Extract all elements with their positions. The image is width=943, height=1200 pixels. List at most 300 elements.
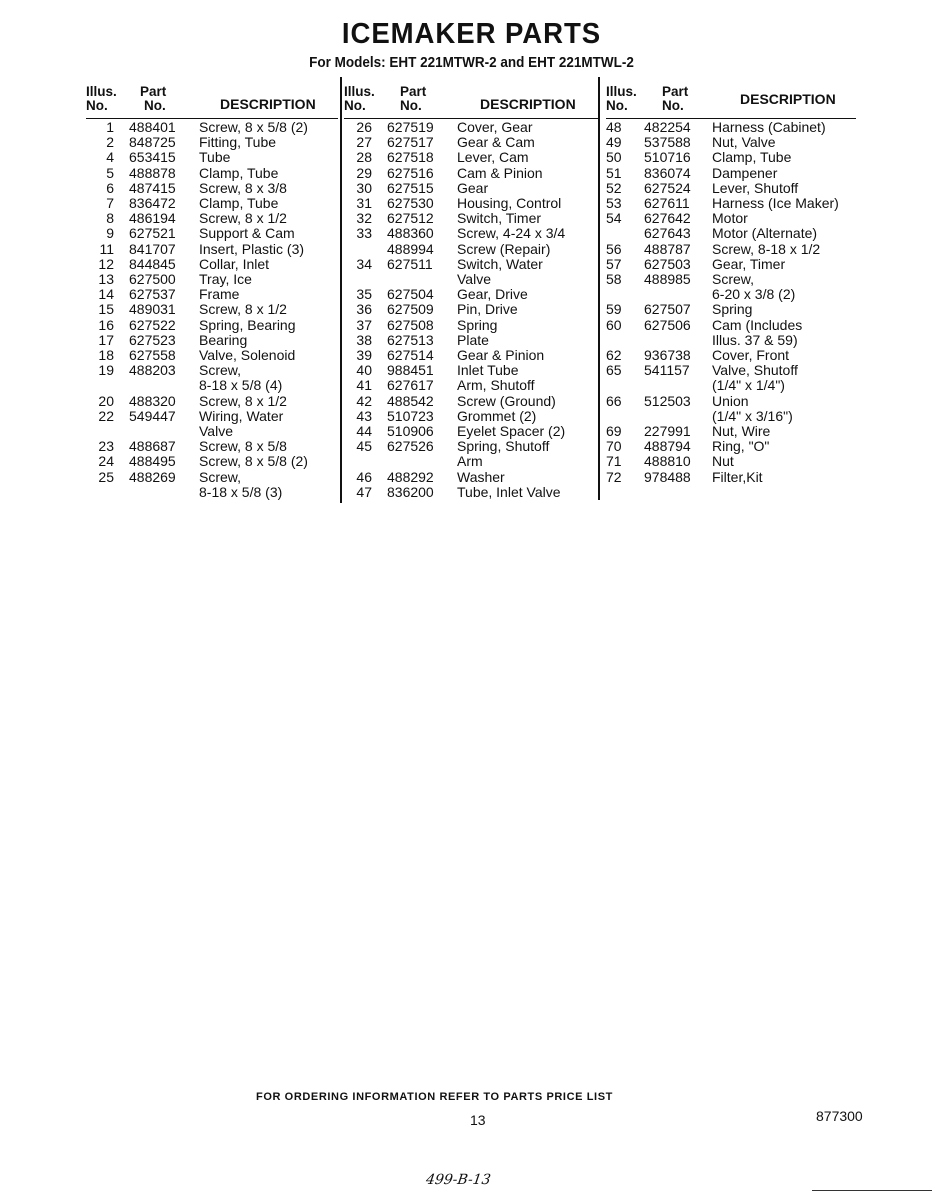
part-description: Support & Cam bbox=[199, 225, 295, 242]
part-description: Gear & Pinion bbox=[457, 347, 545, 364]
part-description: Cover, Front bbox=[712, 347, 790, 364]
part-number: 488360 bbox=[387, 225, 434, 242]
illus-number: 18 bbox=[98, 347, 114, 364]
illus-number: 46 bbox=[356, 468, 372, 485]
table-row bbox=[86, 196, 338, 211]
part-number bbox=[387, 454, 457, 469]
table-row bbox=[344, 394, 598, 409]
illus-number: 60 bbox=[606, 316, 622, 333]
part-number: 627509 bbox=[387, 301, 434, 318]
table-row bbox=[86, 485, 338, 500]
illus-number: 52 bbox=[606, 179, 622, 196]
table-row bbox=[606, 242, 856, 257]
illus-number: 9 bbox=[106, 225, 114, 242]
part-number: 227991 bbox=[644, 423, 691, 440]
part-description: Screw, 8 x 3/8 bbox=[199, 179, 287, 196]
part-description: Screw (Repair) bbox=[457, 240, 551, 257]
table-row bbox=[86, 394, 338, 409]
part-description: (1/4" x 1/4") bbox=[712, 377, 785, 394]
illus-number: 70 bbox=[606, 438, 622, 455]
part-description: Insert, Plastic (3) bbox=[199, 240, 305, 257]
part-no-header: No. bbox=[662, 98, 684, 113]
illus-number bbox=[86, 485, 129, 500]
illus-number: 13 bbox=[98, 271, 114, 288]
part-description: 6-20 x 3/8 (2) bbox=[712, 286, 796, 303]
part-description: Cam & Pinion bbox=[457, 164, 543, 181]
part-description: Switch, Timer bbox=[457, 210, 542, 227]
illus-number: 33 bbox=[356, 225, 372, 242]
part-number: 841707 bbox=[129, 240, 176, 257]
part-number: 627558 bbox=[129, 347, 176, 364]
parts-list bbox=[344, 120, 598, 500]
illus-header: Illus. bbox=[344, 84, 375, 99]
part-number: 627500 bbox=[129, 271, 176, 288]
part-number: 627617 bbox=[387, 377, 434, 394]
table-row bbox=[344, 181, 598, 196]
part-description: Collar, Inlet bbox=[199, 255, 270, 272]
table-row bbox=[86, 378, 338, 393]
part-description: Tube, Inlet Valve bbox=[457, 483, 561, 500]
part-description: Grommet (2) bbox=[457, 407, 537, 424]
table-row bbox=[86, 150, 338, 165]
part-number: 627522 bbox=[129, 316, 176, 333]
illus-number: 57 bbox=[606, 255, 622, 272]
illus-number: 11 bbox=[99, 240, 114, 257]
table-row bbox=[86, 272, 338, 287]
table-row bbox=[344, 424, 598, 439]
part-no-header: No. bbox=[144, 98, 166, 113]
part-description: Filter,Kit bbox=[712, 468, 763, 485]
illus-number: 39 bbox=[356, 347, 372, 364]
part-number: 627526 bbox=[387, 438, 434, 455]
part-description: Clamp, Tube bbox=[199, 164, 279, 181]
table-row bbox=[606, 409, 856, 424]
table-row bbox=[86, 439, 338, 454]
part-number: 653415 bbox=[129, 149, 176, 166]
part-description: Screw, 4-24 x 3/4 bbox=[457, 225, 566, 242]
illus-number: 47 bbox=[356, 483, 372, 500]
part-number: 627508 bbox=[387, 316, 434, 333]
illus-header: Illus. bbox=[86, 84, 117, 99]
part-number bbox=[644, 378, 712, 393]
part-description: Lever, Shutoff bbox=[712, 179, 799, 196]
part-description: Cover, Gear bbox=[457, 119, 533, 135]
illus-number: 50 bbox=[606, 149, 622, 166]
table-row bbox=[344, 257, 598, 272]
part-number: 488994 bbox=[387, 240, 434, 257]
illus-number: 66 bbox=[606, 392, 622, 409]
description-header: DESCRIPTION bbox=[740, 91, 836, 107]
part-number: 627611 bbox=[644, 195, 690, 212]
table-row bbox=[344, 348, 598, 363]
illus-header: Illus. bbox=[606, 84, 637, 99]
parts-column-1 bbox=[86, 80, 338, 500]
part-number: 510906 bbox=[387, 423, 434, 440]
illus-number: 69 bbox=[606, 423, 622, 440]
illus-number: 8 bbox=[106, 210, 114, 227]
part-number: 510716 bbox=[644, 149, 691, 166]
table-row bbox=[86, 318, 338, 333]
part-number: 486194 bbox=[129, 210, 176, 227]
parts-column-2 bbox=[344, 80, 598, 500]
part-number: 627516 bbox=[387, 164, 434, 181]
illus-number: 42 bbox=[356, 392, 372, 409]
illus-number: 40 bbox=[356, 362, 372, 379]
part-number: 988451 bbox=[387, 362, 434, 379]
part-description: Screw, 8 x 5/8 (2) bbox=[199, 453, 308, 470]
table-row bbox=[344, 135, 598, 150]
table-row bbox=[344, 196, 598, 211]
illus-number: 14 bbox=[98, 286, 114, 303]
table-row bbox=[344, 150, 598, 165]
part-description: Gear, Drive bbox=[457, 286, 528, 303]
handwritten-note: 499-B-13 bbox=[424, 1172, 492, 1188]
illus-number: 34 bbox=[356, 255, 372, 272]
part-no-header: No. bbox=[400, 98, 422, 113]
table-row bbox=[344, 242, 598, 257]
part-description: Pin, Drive bbox=[457, 301, 518, 318]
illus-number: 22 bbox=[98, 407, 114, 424]
table-row bbox=[86, 302, 338, 317]
column-header bbox=[86, 80, 338, 118]
part-number: 627507 bbox=[644, 301, 691, 318]
illus-number bbox=[606, 409, 644, 424]
part-number: 844845 bbox=[129, 255, 176, 272]
table-row bbox=[606, 378, 856, 393]
illus-number: 44 bbox=[356, 423, 372, 440]
illus-number: 65 bbox=[606, 362, 622, 379]
part-description: Housing, Control bbox=[457, 195, 562, 212]
illus-number: 37 bbox=[356, 316, 372, 333]
part-number: 488401 bbox=[129, 119, 176, 135]
illus-number bbox=[606, 378, 644, 393]
part-number: 848725 bbox=[129, 134, 176, 151]
part-number: 488203 bbox=[129, 362, 176, 379]
part-number: 537588 bbox=[644, 134, 691, 151]
part-description: Ring, "O" bbox=[712, 438, 770, 455]
part-number: 627521 bbox=[129, 225, 176, 242]
table-row bbox=[606, 470, 856, 485]
illus-number: 28 bbox=[356, 149, 372, 166]
part-number: 627512 bbox=[387, 210, 434, 227]
table-row bbox=[606, 363, 856, 378]
part-description: Illus. 37 & 59) bbox=[712, 331, 798, 348]
illus-number: 23 bbox=[98, 438, 114, 455]
table-row bbox=[344, 378, 598, 393]
illus-no-header: No. bbox=[344, 98, 366, 113]
models-subtitle: For Models: EHT 221MTWR-2 and EHT 221MTWL-2 bbox=[309, 54, 634, 71]
illus-number: 6 bbox=[106, 179, 114, 196]
illus-number: 7 bbox=[106, 195, 114, 212]
part-description: Valve, Shutoff bbox=[712, 362, 798, 379]
part-number bbox=[644, 287, 712, 302]
part-number: 627506 bbox=[644, 316, 691, 333]
column-header bbox=[344, 80, 598, 118]
part-description: Union bbox=[712, 392, 749, 409]
part-number: 549447 bbox=[129, 407, 176, 424]
table-row bbox=[606, 333, 856, 348]
table-row bbox=[344, 485, 598, 500]
part-description: (1/4" x 3/16") bbox=[712, 407, 793, 424]
part-description: Inlet Tube bbox=[457, 362, 519, 379]
part-description: Arm, Shutoff bbox=[457, 377, 535, 394]
part-header: Part bbox=[400, 84, 427, 99]
part-number bbox=[387, 272, 457, 287]
part-number: 627515 bbox=[387, 179, 434, 196]
part-number: 836074 bbox=[644, 164, 691, 181]
part-number: 488292 bbox=[387, 468, 434, 485]
part-description: Gear bbox=[457, 179, 489, 196]
ordering-note: FOR ORDERING INFORMATION REFER TO PARTS PRICE LIST bbox=[256, 1091, 613, 1103]
illus-number: 32 bbox=[356, 210, 372, 227]
table-row bbox=[86, 181, 338, 196]
part-number: 488985 bbox=[644, 271, 691, 288]
table-row bbox=[344, 439, 598, 454]
part-description: Screw, bbox=[712, 271, 755, 288]
illus-number bbox=[344, 272, 387, 287]
part-description: Bearing bbox=[199, 331, 248, 348]
part-description: Nut, Wire bbox=[712, 423, 771, 440]
part-description: Gear & Cam bbox=[457, 134, 535, 151]
table-row bbox=[86, 211, 338, 226]
part-description: Valve, Solenoid bbox=[199, 347, 296, 364]
table-row bbox=[86, 135, 338, 150]
part-description: Spring bbox=[457, 316, 498, 333]
table-row bbox=[86, 120, 338, 135]
table-row bbox=[344, 211, 598, 226]
illus-number: 49 bbox=[606, 134, 622, 151]
table-row bbox=[344, 454, 598, 469]
part-number: 489031 bbox=[129, 301, 176, 318]
part-number: 488320 bbox=[129, 392, 176, 409]
illus-number bbox=[86, 424, 129, 439]
part-description: Clamp, Tube bbox=[199, 195, 279, 212]
illus-number: 24 bbox=[98, 453, 114, 470]
table-row bbox=[86, 454, 338, 469]
illus-number: 58 bbox=[606, 271, 622, 288]
part-description: 8-18 x 5/8 (4) bbox=[199, 377, 283, 394]
table-row bbox=[344, 409, 598, 424]
part-number bbox=[644, 333, 712, 348]
part-number: 541157 bbox=[644, 362, 690, 379]
illus-number bbox=[606, 226, 644, 241]
illus-number: 26 bbox=[356, 119, 372, 135]
part-description: Valve bbox=[199, 423, 233, 440]
illus-number: 27 bbox=[356, 134, 372, 151]
table-row bbox=[86, 409, 338, 424]
part-description: 8-18 x 5/8 (3) bbox=[199, 483, 283, 500]
part-description: Plate bbox=[457, 331, 489, 348]
part-description: Cam (Includes bbox=[712, 316, 803, 333]
illus-number: 5 bbox=[106, 164, 114, 181]
table-row bbox=[606, 272, 856, 287]
illus-number: 43 bbox=[356, 407, 372, 424]
part-number: 627537 bbox=[129, 286, 176, 303]
illus-number: 2 bbox=[106, 134, 114, 151]
illus-number bbox=[86, 378, 129, 393]
illus-no-header: No. bbox=[606, 98, 628, 113]
part-description: Spring bbox=[712, 301, 753, 318]
table-row bbox=[86, 363, 338, 378]
part-number: 627513 bbox=[387, 331, 434, 348]
illus-number: 54 bbox=[606, 210, 622, 227]
table-row bbox=[606, 226, 856, 241]
illus-number: 19 bbox=[98, 362, 114, 379]
part-number: 627523 bbox=[129, 331, 176, 348]
part-number: 488687 bbox=[129, 438, 176, 455]
part-number: 627643 bbox=[644, 225, 691, 242]
table-row bbox=[606, 196, 856, 211]
part-description: Valve bbox=[457, 271, 491, 288]
illus-number: 31 bbox=[356, 195, 372, 212]
table-row bbox=[606, 394, 856, 409]
part-description: Screw, bbox=[199, 362, 242, 379]
illus-no-header: No. bbox=[86, 98, 108, 113]
table-row bbox=[86, 257, 338, 272]
illus-number bbox=[606, 333, 644, 348]
part-description: Screw, 8 x 1/2 bbox=[199, 392, 287, 409]
table-row bbox=[344, 318, 598, 333]
part-description: Nut bbox=[712, 453, 734, 470]
table-row bbox=[606, 135, 856, 150]
table-row bbox=[606, 454, 856, 469]
part-number: 978488 bbox=[644, 468, 691, 485]
part-description: Switch, Water bbox=[457, 255, 543, 272]
illus-number: 12 bbox=[98, 255, 114, 272]
table-row bbox=[606, 150, 856, 165]
part-number: 488542 bbox=[387, 392, 434, 409]
part-description: Screw, 8-18 x 1/2 bbox=[712, 240, 821, 257]
part-number: 510723 bbox=[387, 407, 434, 424]
parts-list bbox=[606, 120, 856, 485]
part-number: 627503 bbox=[644, 255, 691, 272]
illus-number: 38 bbox=[356, 331, 372, 348]
part-number: 482254 bbox=[644, 119, 691, 135]
illus-number: 45 bbox=[356, 438, 372, 455]
part-number: 627517 bbox=[387, 134, 434, 151]
part-description: Harness (Cabinet) bbox=[712, 119, 826, 135]
table-row bbox=[86, 226, 338, 241]
part-number: 836472 bbox=[129, 195, 176, 212]
table-row bbox=[606, 287, 856, 302]
illus-number: 25 bbox=[98, 468, 114, 485]
table-row bbox=[344, 302, 598, 317]
part-number bbox=[129, 378, 199, 393]
part-number: 488269 bbox=[129, 468, 176, 485]
illus-number bbox=[344, 242, 387, 257]
table-row bbox=[344, 287, 598, 302]
column-divider bbox=[340, 77, 342, 503]
part-number: 488794 bbox=[644, 438, 691, 455]
part-number: 488810 bbox=[644, 453, 691, 470]
illus-number: 41 bbox=[356, 377, 372, 394]
part-description: Motor (Alternate) bbox=[712, 225, 818, 242]
illus-number: 16 bbox=[98, 316, 114, 333]
part-number: 487415 bbox=[129, 179, 176, 196]
part-description: Wiring, Water bbox=[199, 407, 284, 424]
part-number bbox=[644, 409, 712, 424]
part-description: Screw, 8 x 5/8 bbox=[199, 438, 287, 455]
illus-number: 30 bbox=[356, 179, 372, 196]
page-title: ICEMAKER PARTS bbox=[341, 18, 602, 50]
corner-rule bbox=[812, 1190, 932, 1191]
illus-number: 71 bbox=[606, 453, 622, 470]
part-number: 627524 bbox=[644, 179, 691, 196]
part-description: Fitting, Tube bbox=[199, 134, 277, 151]
part-description: Screw (Ground) bbox=[457, 392, 556, 409]
table-row bbox=[606, 302, 856, 317]
table-row bbox=[344, 333, 598, 348]
illus-number: 20 bbox=[98, 392, 114, 409]
illus-number bbox=[606, 287, 644, 302]
table-row bbox=[344, 120, 598, 135]
illus-number: 29 bbox=[356, 164, 372, 181]
table-row bbox=[344, 226, 598, 241]
illus-number: 53 bbox=[606, 195, 622, 212]
illus-number: 62 bbox=[606, 347, 622, 364]
part-number: 936738 bbox=[644, 347, 691, 364]
illus-number: 1 bbox=[106, 119, 114, 135]
part-number bbox=[129, 424, 199, 439]
table-row bbox=[86, 424, 338, 439]
parts-column-3 bbox=[606, 80, 856, 485]
part-description: Dampener bbox=[712, 164, 778, 181]
part-number: 512503 bbox=[644, 392, 691, 409]
part-number bbox=[129, 485, 199, 500]
illus-number: 48 bbox=[606, 119, 622, 135]
table-row bbox=[86, 333, 338, 348]
part-description: Gear, Timer bbox=[712, 255, 786, 272]
part-number: 627504 bbox=[387, 286, 434, 303]
table-row bbox=[606, 257, 856, 272]
table-row bbox=[606, 348, 856, 363]
table-row bbox=[86, 242, 338, 257]
part-number: 627514 bbox=[387, 347, 434, 364]
table-row bbox=[344, 166, 598, 181]
part-description: Eyelet Spacer (2) bbox=[457, 423, 566, 440]
part-description: Washer bbox=[457, 468, 505, 485]
description-header: DESCRIPTION bbox=[220, 96, 316, 112]
illus-number bbox=[344, 454, 387, 469]
table-row bbox=[86, 470, 338, 485]
part-description: Screw, bbox=[199, 468, 242, 485]
illus-number: 56 bbox=[606, 240, 622, 257]
part-number: 488878 bbox=[129, 164, 176, 181]
illus-number: 4 bbox=[106, 149, 114, 166]
part-description: Nut, Valve bbox=[712, 134, 776, 151]
document-number: 877300 bbox=[816, 1108, 863, 1124]
column-header bbox=[606, 80, 856, 118]
part-description: Spring, Bearing bbox=[199, 316, 296, 333]
page-number: 13 bbox=[470, 1112, 486, 1128]
part-number: 627530 bbox=[387, 195, 434, 212]
part-description: Tray, Ice bbox=[199, 271, 252, 288]
table-row bbox=[606, 424, 856, 439]
illus-number: 51 bbox=[606, 164, 622, 181]
column-divider bbox=[598, 77, 600, 500]
table-row bbox=[606, 181, 856, 196]
part-header: Part bbox=[140, 84, 167, 99]
table-row bbox=[86, 348, 338, 363]
part-description: Lever, Cam bbox=[457, 149, 529, 166]
part-number: 627519 bbox=[387, 119, 434, 135]
table-row bbox=[86, 287, 338, 302]
part-description: Screw, 8 x 1/2 bbox=[199, 301, 287, 318]
table-row bbox=[606, 318, 856, 333]
illus-number: 17 bbox=[98, 331, 114, 348]
part-description: Motor bbox=[712, 210, 748, 227]
illus-number: 72 bbox=[606, 468, 622, 485]
